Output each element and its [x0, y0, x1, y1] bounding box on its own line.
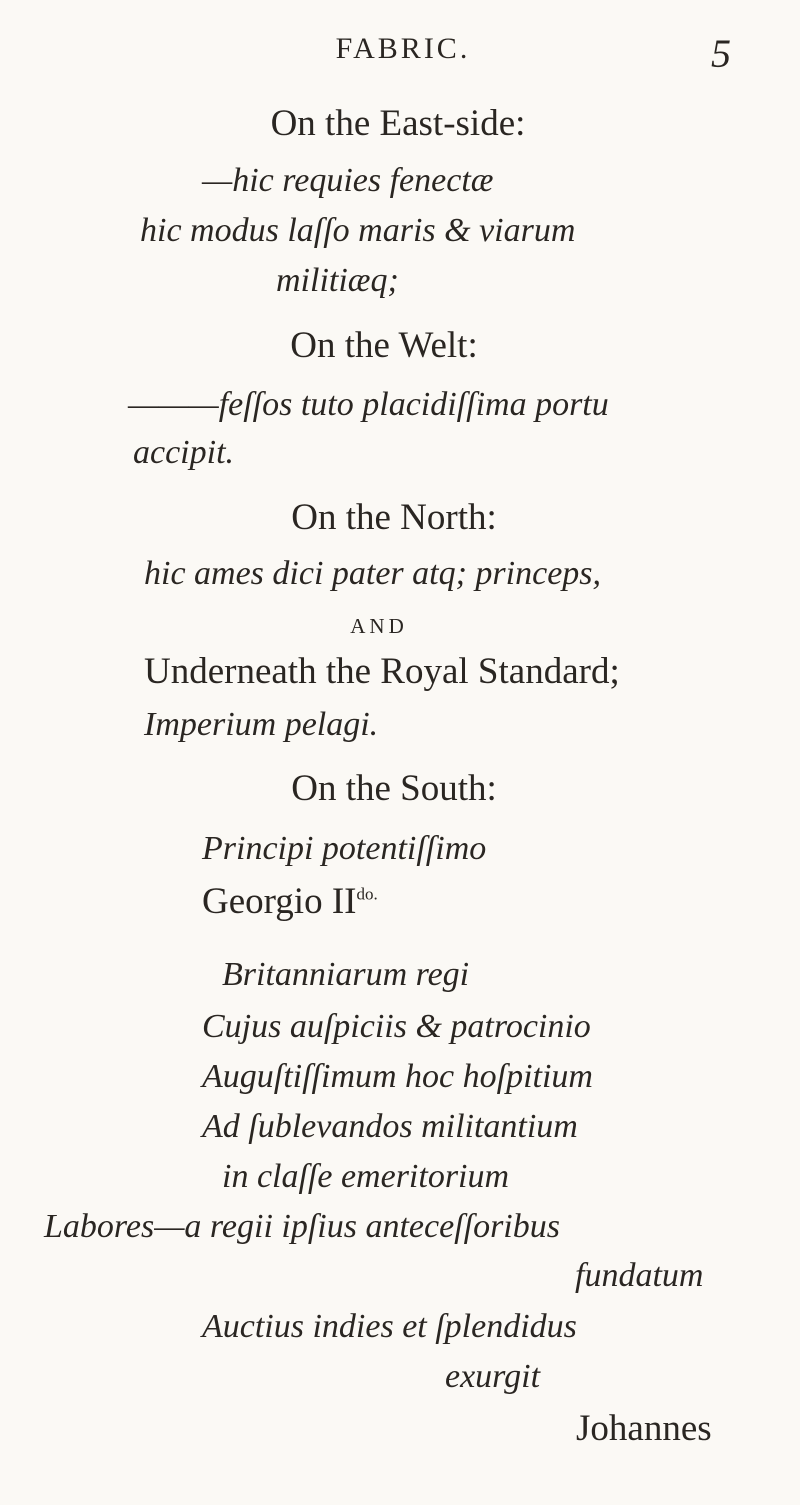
- catchword: Johannes: [576, 1408, 712, 1449]
- page-number: 5: [711, 31, 731, 76]
- inscription-line: Cujus auſpiciis & patrocinio: [202, 1008, 591, 1045]
- inscription-line: [202, 880, 378, 923]
- inscription-line: hic modus laſſo maris & viarum: [140, 212, 576, 249]
- inscription-line: Labores—a regii ipſius anteceſſoribus: [44, 1208, 560, 1245]
- inscription-line: Ad ſublevandos militantium: [202, 1108, 578, 1145]
- inscription-line: ———feſſos tuto placidiſſima portu: [128, 386, 609, 423]
- inscription-line: Britanniarum regi: [222, 956, 470, 993]
- inscription-line: in claſſe emeritorium: [222, 1158, 510, 1195]
- inscription-line: accipit.: [133, 434, 235, 471]
- inscription-line: Auctius indies et ſplendidus: [202, 1308, 577, 1345]
- inscription-line: militiæq;: [276, 262, 399, 299]
- inscription-line: —hic requies fenectæ: [202, 162, 494, 199]
- ordinal-superscript: do.: [356, 884, 378, 904]
- inscription-line: exurgit: [445, 1358, 541, 1395]
- inscription-line: Imperium pelagi.: [144, 706, 379, 743]
- north-heading: On the North:: [291, 497, 497, 538]
- inscription-line: Principi potentiſſimo: [202, 830, 487, 867]
- georgio-text: Georgio II: [202, 881, 357, 922]
- east-side-heading: On the East-side:: [270, 103, 526, 144]
- south-heading: On the South:: [291, 768, 497, 809]
- inscription-line: fundatum: [575, 1257, 704, 1294]
- royal-standard-line: Underneath the Royal Standard;: [144, 651, 620, 692]
- running-head: FABRIC.: [335, 32, 471, 65]
- and-connector: AND: [350, 614, 408, 638]
- inscription-line: Auguſtiſſimum hoc hoſpitium: [202, 1058, 593, 1095]
- inscription-line: hic ames dici pater atq; princeps,: [144, 555, 602, 592]
- west-heading: On the Welt:: [290, 325, 478, 366]
